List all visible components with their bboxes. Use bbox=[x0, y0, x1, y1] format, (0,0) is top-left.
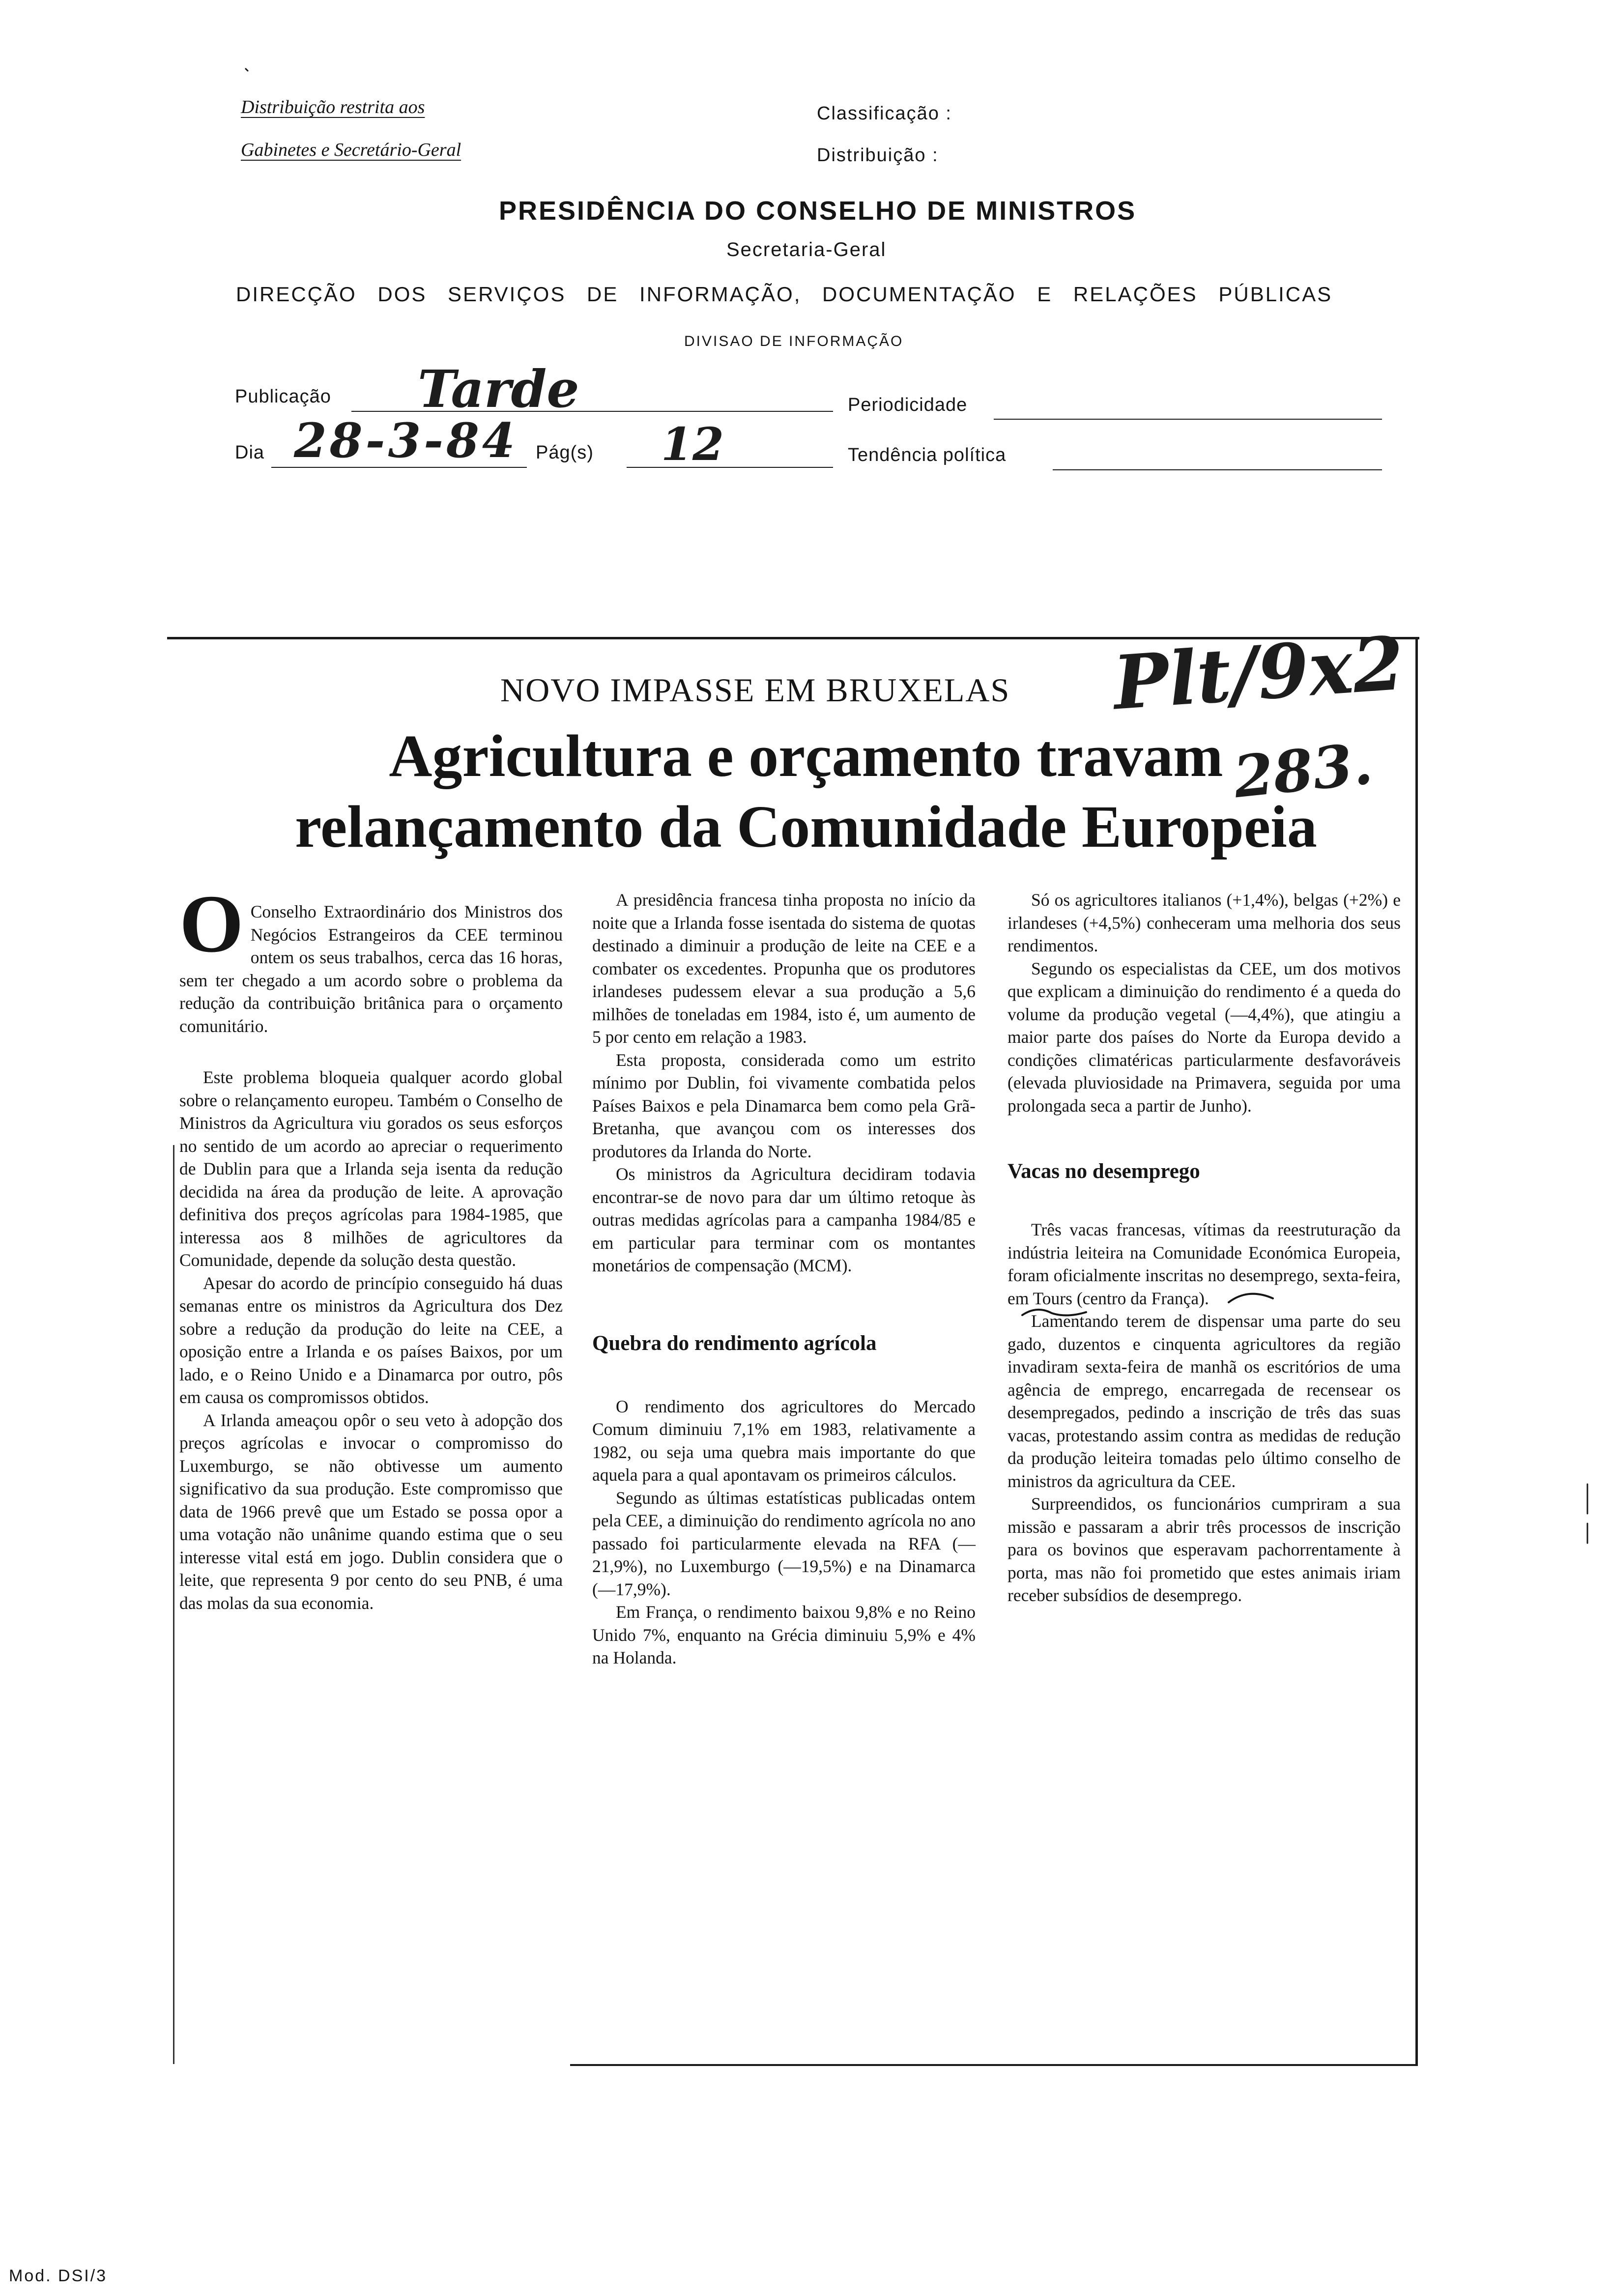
handwritten-reference: Plt/9x2 bbox=[1110, 620, 1407, 727]
col3-paragraph-4: Lamentando terem de dispensar uma parte do seu gado, duzentos e cinquenta agricultores da região invadiram sexta-feira de manhã os escritórios de uma agência de emprego, encarregada de recensear os desempregados, pedindo a inscrição de três das suas vacas, protestando assim contra as medidas de redução da produção leiteira tomadas pelo último conselho de ministros da agricultura da CEE. bbox=[1008, 1311, 1401, 1491]
secretaria-geral: Secretaria-Geral bbox=[726, 239, 887, 260]
headline-line2: relançamento da Comunidade Europeia bbox=[295, 794, 1317, 860]
speck-mark bbox=[246, 69, 248, 71]
scribble-mark bbox=[1022, 1310, 1086, 1316]
col3-paragraph-3: Três vacas francesas, vítimas da reestruturação da indústria leiteira na Comunidade Económica Europeia, foram oficialmente inscritas no desemprego, sexta-feira, em Tours (centro da França). bbox=[1008, 1220, 1401, 1308]
distribuicao-label: Distribuição : bbox=[817, 145, 939, 166]
col3-paragraph-5: Surpreendidos, os funcionários cumpriram a sua missão e passaram a abrir três processos de inscrição para os bovinos que esperavam pachorrentamente à porta, mas não foi prometido que estes animais iriam receber subsídios de desemprego. bbox=[1008, 1494, 1401, 1605]
col1-paragraph-3: Apesar do acordo de princípio conseguido há duas semanas entre os ministros da Agricultura dos Dez sobre a redução da produção do leite na CEE, a oposição entre a Irlanda e os países Baixos, por um lado, e o Reino Unido e a Dinamarca por outro, pôs em causa os compromissos obtidos. bbox=[179, 1273, 563, 1407]
col2-paragraph-1: A presidência francesa tinha proposta no início da noite que a Irlanda fosse isentada do sistema de quotas destinado a diminuir a produção de leite na CEE e a combater os excedentes. Propunha que os produtores irlandeses pudessem elevar a sua produção a 5,6 milhões de toneladas em 1984, isto é, um aumento de 5 por cento em relação a 1983. bbox=[592, 890, 976, 1047]
col2-paragraph-3: Os ministros da Agricultura decidiram todavia encontrar-se de novo para dar um último retoque às outras medidas agrícolas para a campanha 1984/85 e em particular para terminar com os montantes monetários de compensação (MCM). bbox=[592, 1164, 976, 1275]
pags-handwritten: 12 bbox=[661, 418, 724, 471]
headline-line1: Agricultura e orçamento travam bbox=[389, 723, 1223, 789]
periodicidade-label: Periodicidade bbox=[848, 395, 968, 415]
col1-paragraph-4: A Irlanda ameaçou opôr o seu veto à adopção dos preços agrícolas e invocar o compromisso do Luxemburgo, se não obtivesse um aumento significativo da sua produção. Este compromisso que data de 1966 prevê que um Estado se possa opor a uma votação não unânime quando estima que o seu interesse vital está em jogo. Dublin considera que o leite, que representa 9 por cento do seu PNB, é uma das molas da sua economia. bbox=[179, 1410, 563, 1613]
col2-paragraph-4: O rendimento dos agricultores do Mercado Comum diminuiu 7,1% em 1983, relativamente a 1982, ou seja uma quebra mais importante do que aquela para a qual apontavam os primeiros cálculos. bbox=[592, 1396, 976, 1485]
subhead-vacas-desemprego: Vacas no desemprego bbox=[1008, 1160, 1200, 1183]
col1-paragraph-1: Conselho Extraordinário dos Ministros dos Negócios Estrangeiros da CEE terminou ontem os seus trabalhos, cerca das 16 horas, sem ter chegado a um acordo sobre o problema da redução da contribuição britânica para o orçamento comunitário. bbox=[179, 902, 563, 1036]
handwritten-number: 283. bbox=[1230, 730, 1376, 811]
drop-cap: O bbox=[179, 878, 244, 970]
dia-handwritten: 28-3-84 bbox=[294, 413, 518, 468]
col2-paragraph-6: Em França, o rendimento baixou 9,8% e no Reino Unido 7%, enquanto na Grécia diminuiu 5,9% e 4% na Holanda. bbox=[592, 1602, 976, 1667]
col3-paragraph-1: Só os agricultores italianos (+1,4%), belgas (+2%) e irlandeses (+4,5%) conheceram uma melhoria dos seus rendimentos. bbox=[1008, 890, 1401, 955]
institution-title: PRESIDÊNCIA DO CONSELHO DE MINISTROS bbox=[499, 196, 1137, 226]
scribble-mark bbox=[1229, 1294, 1273, 1302]
col2-paragraph-5: Segundo as últimas estatísticas publicadas ontem pela CEE, a diminuição do rendimento agrícola no ano passado foi particularmente elevada na RFA (—21,9%), no Luxemburgo (—19,5%) e na Dinamarca (—17,9%). bbox=[592, 1488, 976, 1599]
col3-paragraph-2: Segundo os especialistas da CEE, um dos motivos que explicam a diminuição do rendimento é a queda do volume da produção vegetal (—4,4%), que atingiu a maior parte dos países do Norte da Europa devido a condições climatéricas particularmente desfavoráveis (elevada pluviosidade na Primavera, seguida por uma prolongada seca a partir de Junho). bbox=[1008, 958, 1401, 1116]
distribution-restriction-line2: Gabinetes e Secretário-Geral bbox=[241, 140, 461, 160]
direccao-servicos: DIRECÇÃO DOS SERVIÇOS DE INFORMAÇÃO, DOCUMENTAÇÃO E RELAÇÕES PÚBLICAS bbox=[236, 283, 1333, 306]
tendencia-label: Tendência política bbox=[848, 445, 1007, 465]
pags-label: Pág(s) bbox=[536, 442, 594, 463]
divisao-informacao: DIVISAO DE INFORMAÇÃO bbox=[684, 333, 904, 349]
dia-label: Dia bbox=[235, 442, 265, 463]
form-model-code: Mod. DSI/3 bbox=[9, 2267, 108, 2285]
subhead-quebra-rendimento: Quebra do rendimento agrícola bbox=[592, 1331, 877, 1355]
publicacao-handwritten: Tarde bbox=[418, 359, 579, 419]
classificacao-label: Classificação : bbox=[817, 103, 952, 124]
col2-paragraph-2: Esta proposta, considerada como um estrito mínimo por Dublin, foi vivamente combatida pelos Países Baixos e pela Dinamarca bem como pela Grã-Bretanha, que avançou com os interesses dos produtores da Irlanda do Norte. bbox=[592, 1050, 976, 1161]
publicacao-label: Publicação bbox=[235, 386, 331, 407]
article-kicker: NOVO IMPASSE EM BRUXELAS bbox=[500, 671, 1010, 709]
col1-paragraph-2: Este problema bloqueia qualquer acordo global sobre o relançamento europeu. Também o Conselho de Ministros da Agricultura viu gorados os seus esforços no sentido de um acordo ao apreciar o requerimento de Dublin para que a Irlanda seja isenta da redução decidida na área da produção de leite. A aprovação definitiva dos preços agrícolas para 1984-1985, que interessa aos 8 milhões de agricultores da Comunidade, depende da solução desta questão. bbox=[179, 1067, 563, 1270]
distribution-restriction-line1: Distribuição restrita aos bbox=[241, 97, 425, 117]
